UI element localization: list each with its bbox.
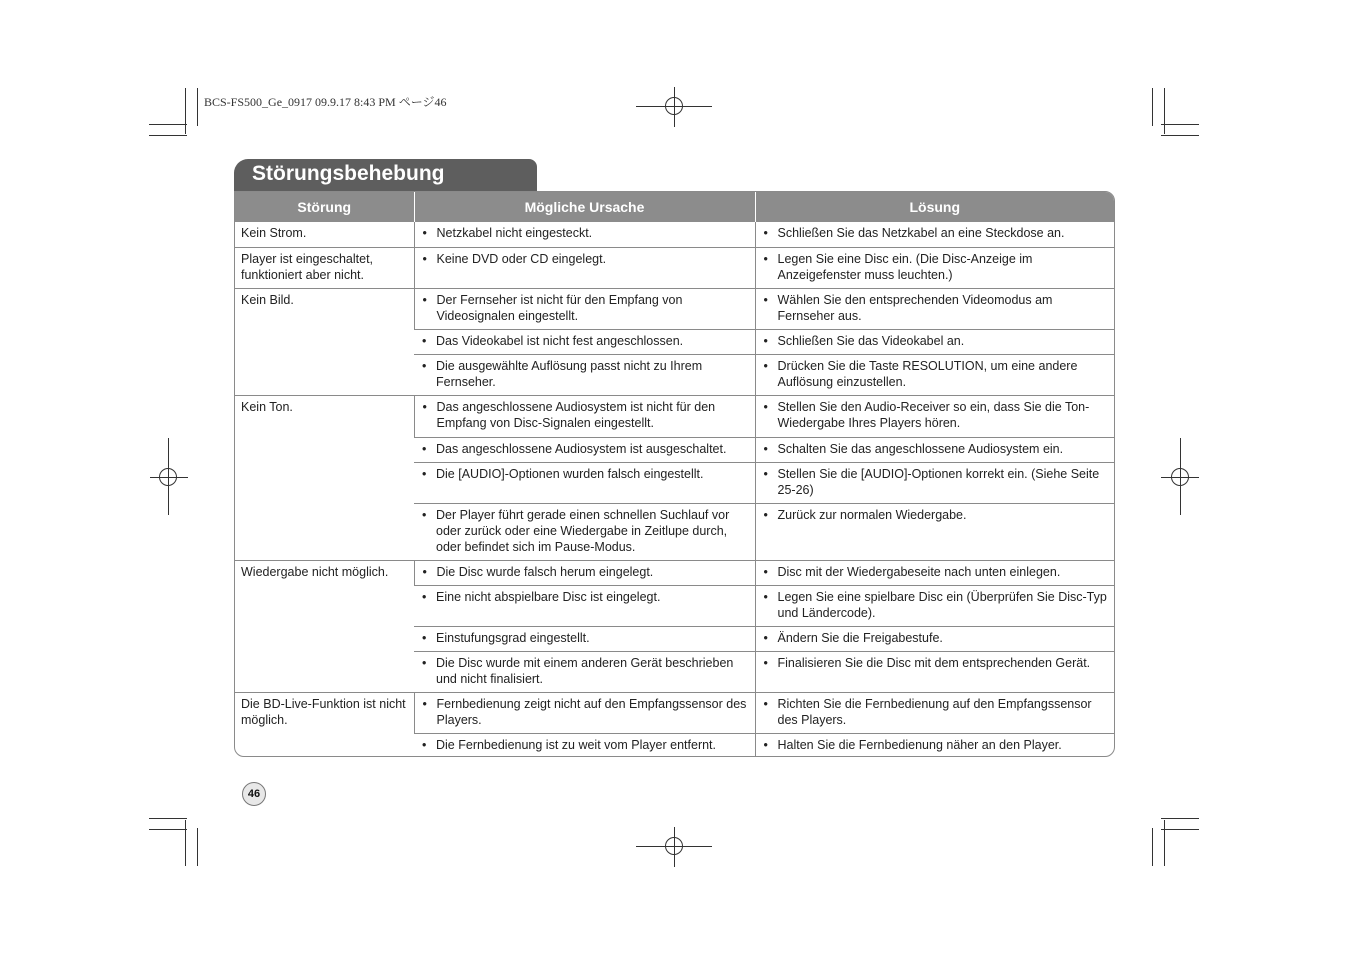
solution-cell: • Finalisieren Sie die Disc mit dem entsprechenden Gerät. — [755, 651, 1114, 692]
solution-cell: • Drücken Sie die Taste RESOLUTION, um eine andere Auflösung einzustellen. — [755, 354, 1114, 395]
cause-cell: • Eine nicht abspielbare Disc ist eingelegt. — [414, 585, 755, 626]
crop-mark — [149, 829, 187, 830]
cause-cell: • Das angeschlossene Audiosystem ist ausgeschaltet. — [414, 437, 755, 462]
troubleshooting-table — [234, 191, 1115, 757]
problem-cell: Die BD-Live-Funktion ist nicht möglich. — [235, 692, 414, 757]
crop-mark — [197, 828, 198, 866]
crop-mark — [149, 135, 187, 136]
crop-mark — [185, 88, 186, 134]
cause-cell: • Die Fernbedienung ist zu weit vom Player entfernt. — [414, 733, 755, 757]
table-row — [235, 222, 1114, 247]
cause-cell: • Die [AUDIO]-Optionen wurden falsch eingestellt. — [414, 462, 755, 503]
solution-cell: • Legen Sie eine spielbare Disc ein (Überprüfen Sie Disc-Typ und Ländercode). — [755, 585, 1114, 626]
cause-cell: • Der Player führt gerade einen schnellen Suchlauf vor oder zurück oder eine Wiedergabe in Zeitlupe durch, oder befindet sich im Pause-Modus. — [414, 503, 755, 560]
cause-cell: • Die ausgewählte Auflösung passt nicht zu Ihrem Fernseher. — [414, 354, 755, 395]
crop-mark — [149, 818, 187, 819]
crop-mark — [1164, 88, 1165, 134]
table-row — [235, 395, 1114, 437]
solution-cell: • Disc mit der Wiedergabeseite nach unten einlegen. — [755, 560, 1114, 585]
solution-cell: • Legen Sie eine Disc ein. (Die Disc-Anzeige im Anzeigefenster muss leuchten.) — [755, 247, 1114, 288]
cause-cell: • Das Videokabel ist nicht fest angeschlossen. — [414, 329, 755, 354]
crop-mark — [1161, 124, 1199, 125]
cause-cell: • Fernbedienung zeigt nicht auf den Empfangssensor des Players. — [414, 692, 755, 733]
table-row — [235, 247, 1114, 288]
column-header-solution: Lösung — [755, 192, 1114, 222]
solution-cell: • Ändern Sie die Freigabestufe. — [755, 626, 1114, 651]
cause-cell: • Die Disc wurde mit einem anderen Gerät beschrieben und nicht finalisiert. — [414, 651, 755, 692]
section-title-tab — [234, 159, 537, 191]
crop-mark — [1161, 135, 1199, 136]
table-row — [235, 692, 1114, 733]
problem-cell: Kein Bild. — [235, 288, 414, 395]
problem-cell: Kein Ton. — [235, 395, 414, 560]
cause-cell: • Keine DVD oder CD eingelegt. — [414, 247, 755, 288]
cause-cell: • Die Disc wurde falsch herum eingelegt. — [414, 560, 755, 585]
crop-mark — [1152, 828, 1153, 866]
registration-mark — [665, 837, 683, 855]
solution-cell: • Stellen Sie den Audio-Receiver so ein, dass Sie die Ton-Wiedergabe Ihres Players hören. — [755, 395, 1114, 437]
solution-cell: • Richten Sie die Fernbedienung auf den Empfangssensor des Players. — [755, 692, 1114, 733]
cause-cell: • Einstufungsgrad eingestellt. — [414, 626, 755, 651]
problem-cell: Kein Strom. — [241, 226, 307, 240]
cause-cell: • Der Fernseher ist nicht für den Empfang von Videosignalen eingestellt. — [414, 288, 755, 329]
crop-mark — [1161, 829, 1199, 830]
solution-cell: • Stellen Sie die [AUDIO]-Optionen korrekt ein. (Siehe Seite 25-26) — [755, 462, 1114, 503]
crop-mark — [197, 88, 198, 126]
registration-mark — [159, 468, 177, 486]
solution-cell: • Zurück zur normalen Wiedergabe. — [755, 503, 1114, 560]
problem-cell: Player ist eingeschaltet, funktioniert aber nicht. — [235, 247, 414, 288]
page-number: 46 — [242, 782, 266, 806]
crop-mark — [1164, 820, 1165, 866]
solution-cell: • Schalten Sie das angeschlossene Audiosystem ein. — [755, 437, 1114, 462]
problem-cell: Wiedergabe nicht möglich. — [235, 560, 414, 692]
table-row — [235, 288, 1114, 329]
solution-cell: • Schließen Sie das Videokabel an. — [755, 329, 1114, 354]
registration-mark — [665, 97, 683, 115]
solution-cell: • Schließen Sie das Netzkabel an eine Steckdose an. — [755, 222, 1114, 247]
crop-mark — [1161, 818, 1199, 819]
crop-mark — [1152, 88, 1153, 126]
column-header-cause: Mögliche Ursache — [414, 192, 755, 222]
print-slug: BCS-FS500_Ge_0917 09.9.17 8:43 PM ページ46 — [204, 95, 447, 109]
registration-mark — [1171, 468, 1189, 486]
column-header-problem: Störung — [235, 192, 414, 222]
cause-cell: • Das angeschlossene Audiosystem ist nicht für den Empfang von Disc-Signalen eingestellt. — [414, 395, 755, 437]
crop-mark — [149, 124, 187, 125]
table-row — [235, 560, 1114, 585]
solution-cell: • Halten Sie die Fernbedienung näher an den Player. — [755, 733, 1114, 757]
solution-cell: • Wählen Sie den entsprechenden Videomodus am Fernseher aus. — [755, 288, 1114, 329]
crop-mark — [185, 820, 186, 866]
cause-cell: • Netzkabel nicht eingesteckt. — [414, 222, 755, 247]
page-title: Störungsbehebung — [252, 162, 445, 185]
